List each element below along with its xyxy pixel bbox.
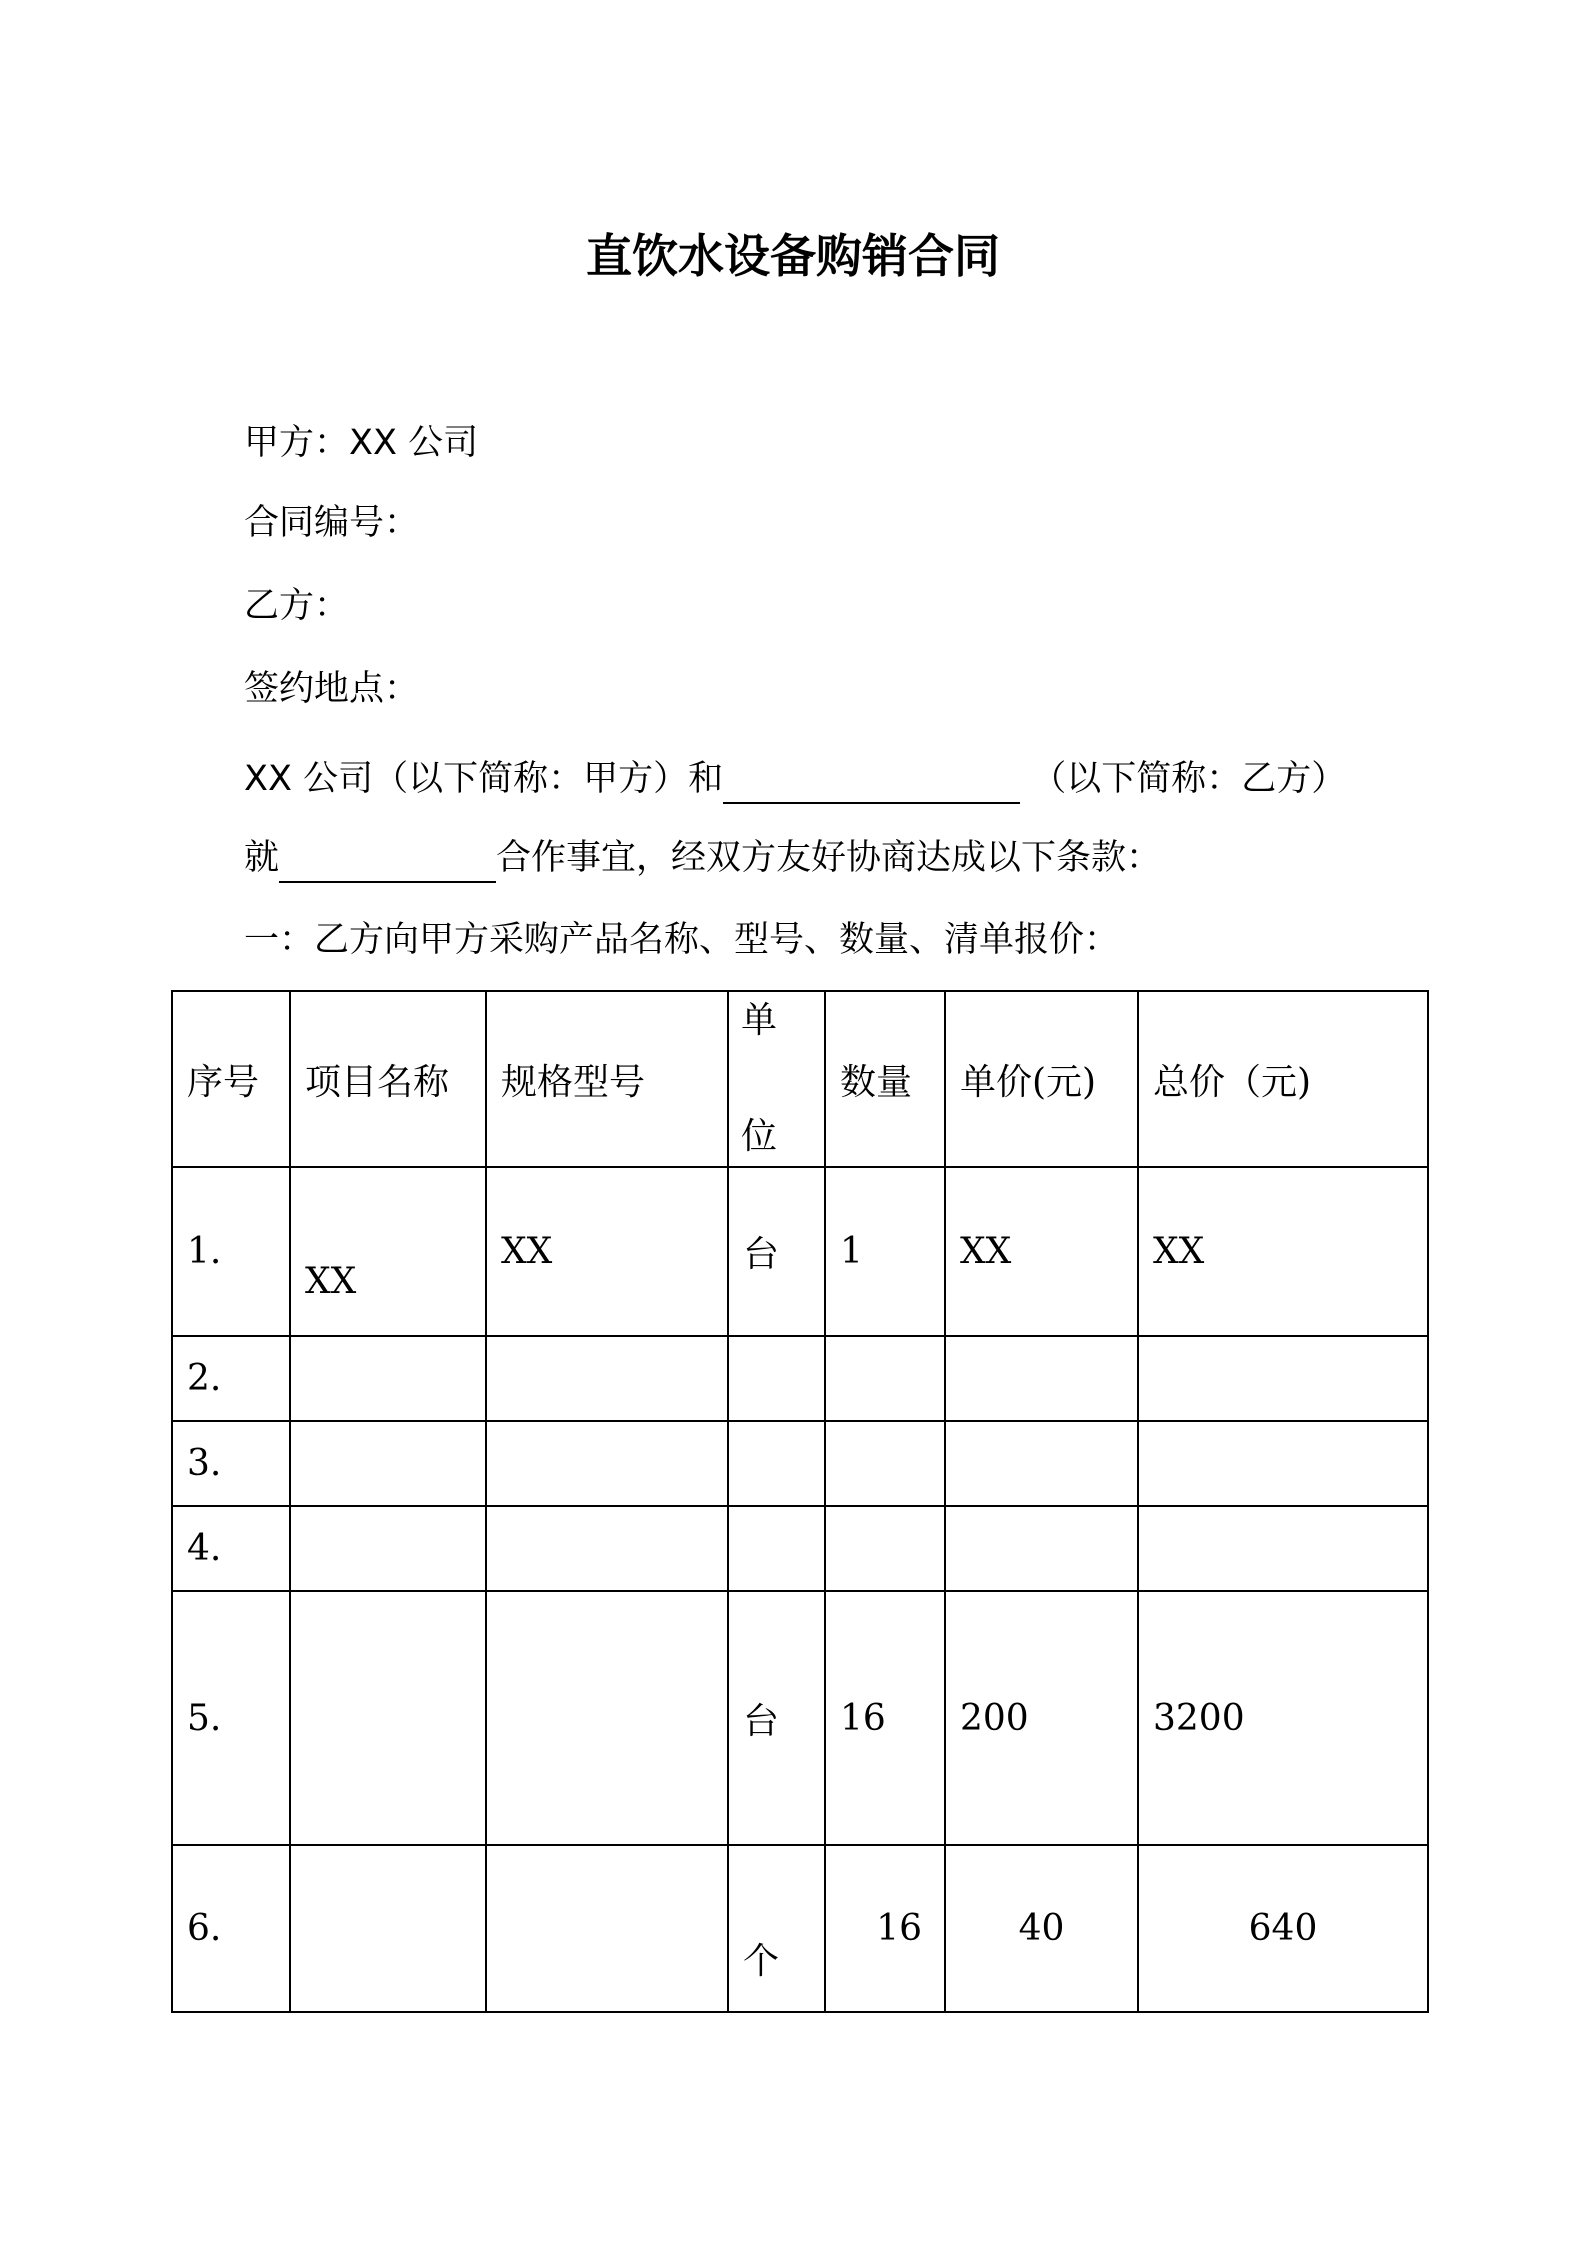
cell	[825, 1336, 945, 1421]
header-cell: 单价(元)	[945, 991, 1138, 1167]
cell: 台	[728, 1167, 825, 1336]
matter-blank	[279, 841, 496, 883]
cell: 3.	[172, 1421, 290, 1506]
cell	[290, 1506, 486, 1591]
cell	[290, 1336, 486, 1421]
cell	[290, 1421, 486, 1506]
cell: 4.	[172, 1506, 290, 1591]
cell	[290, 1591, 486, 1845]
cell: 台	[728, 1591, 825, 1845]
cell: 1	[825, 1167, 945, 1336]
cell: XX	[290, 1167, 486, 1336]
table-header-row	[172, 991, 1428, 1167]
signing-place: 签约地点：	[244, 669, 420, 709]
table-row	[172, 1167, 1428, 1336]
cell	[290, 1845, 486, 2012]
party-b-blank	[723, 762, 1020, 804]
cell	[486, 1506, 728, 1591]
intro-paragraph-1	[244, 754, 1346, 804]
cell	[945, 1421, 1138, 1506]
document-title: 直饮水设备购销合同	[586, 229, 1000, 283]
intro-text: 合作事宜，经双方友好协商达成以下条款：	[496, 838, 1162, 878]
header-unit-text: 单 位	[741, 1000, 778, 1157]
cell	[728, 1336, 825, 1421]
cell	[1138, 1421, 1428, 1506]
section-1-heading: 一：乙方向甲方采购产品名称、型号、数量、清单报价：	[244, 920, 1120, 960]
cell: 640	[1138, 1845, 1428, 2012]
cell	[728, 1421, 825, 1506]
table-row	[172, 1591, 1428, 1845]
cell	[945, 1506, 1138, 1591]
cell	[945, 1336, 1138, 1421]
party-b: 乙方：	[244, 586, 350, 626]
table-row	[172, 1336, 1428, 1421]
intro-paragraph-2	[244, 833, 1161, 883]
cell: XX	[1138, 1167, 1428, 1336]
cell: 6.	[172, 1845, 290, 2012]
cell: 16	[825, 1845, 945, 2012]
cell: 5.	[172, 1591, 290, 1845]
header-cell	[728, 991, 825, 1167]
cell	[486, 1421, 728, 1506]
table-row	[172, 1506, 1428, 1591]
cell: 1.	[172, 1167, 290, 1336]
contract-number: 合同编号：	[244, 503, 420, 543]
cell: 200	[945, 1591, 1138, 1845]
cell	[728, 1506, 825, 1591]
intro-text: XX 公司（以下简称：甲方）和	[244, 759, 724, 799]
cell: 2.	[172, 1336, 290, 1421]
header-cell: 数量	[825, 991, 945, 1167]
cell: XX	[945, 1167, 1138, 1336]
cell: 40	[945, 1845, 1138, 2012]
cell: 3200	[1138, 1591, 1428, 1845]
product-table	[171, 990, 1429, 2013]
cell	[1138, 1506, 1428, 1591]
cell	[486, 1845, 728, 2012]
header-cell: 项目名称	[290, 991, 486, 1167]
table-row	[172, 1421, 1428, 1506]
header-cell: 规格型号	[486, 991, 728, 1167]
header-cell: 总价（元)	[1138, 991, 1428, 1167]
intro-text: 就	[244, 838, 280, 878]
cell: XX	[486, 1167, 728, 1336]
party-a: 甲方：XX 公司	[244, 423, 479, 463]
cell: 个	[728, 1845, 825, 2012]
cell	[825, 1506, 945, 1591]
cell	[825, 1421, 945, 1506]
cell	[486, 1336, 728, 1421]
cell	[486, 1591, 728, 1845]
table-row	[172, 1845, 1428, 2012]
header-cell: 序号	[172, 991, 290, 1167]
cell	[1138, 1336, 1428, 1421]
intro-text: （以下简称：乙方）	[1020, 759, 1347, 799]
cell: 16	[825, 1591, 945, 1845]
